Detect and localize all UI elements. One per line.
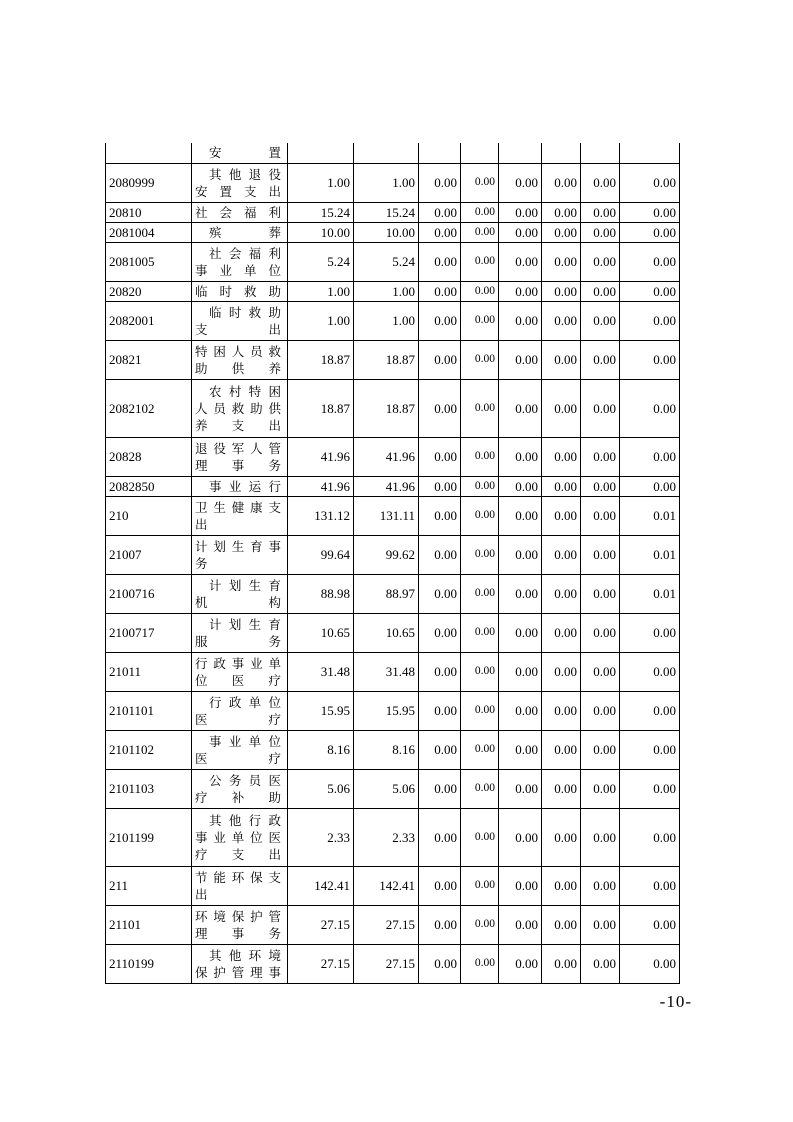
amount-cell	[581, 143, 620, 163]
subject-name-cell: 事业运行	[192, 476, 288, 496]
amount-cell: 0.00	[419, 613, 461, 652]
amount-cell: 0.00	[581, 574, 620, 613]
amount-cell: 31.48	[354, 652, 419, 691]
subject-code-cell: 20828	[106, 437, 192, 476]
amount-cell: 41.96	[354, 476, 419, 496]
amount-cell: 0.00	[542, 281, 581, 301]
amount-cell: 0.00	[461, 535, 499, 574]
subject-name-cell: 特困人员救助供养	[192, 340, 288, 379]
subject-name-cell: 退役军人管理事务	[192, 437, 288, 476]
amount-cell: 0.00	[419, 691, 461, 730]
amount-cell: 1.00	[354, 163, 419, 202]
table-row	[106, 730, 680, 769]
amount-cell: 0.01	[620, 496, 680, 535]
table-row	[106, 535, 680, 574]
amount-cell: 99.64	[288, 535, 354, 574]
amount-cell: 0.00	[620, 340, 680, 379]
amount-cell	[354, 143, 419, 163]
amount-cell: 18.87	[354, 379, 419, 437]
subject-name-cell: 卫生健康支出	[192, 496, 288, 535]
subject-name-cell: 社会福利	[192, 202, 288, 222]
amount-cell	[499, 143, 542, 163]
amount-cell: 0.00	[461, 652, 499, 691]
amount-cell: 0.00	[461, 301, 499, 340]
amount-cell: 0.01	[620, 535, 680, 574]
table-row	[106, 476, 680, 496]
amount-cell: 5.24	[354, 242, 419, 281]
amount-cell: 0.00	[419, 905, 461, 944]
amount-cell: 0.00	[620, 202, 680, 222]
amount-cell: 0.00	[620, 730, 680, 769]
subject-name-cell: 节能环保支出	[192, 866, 288, 905]
amount-cell: 0.00	[542, 866, 581, 905]
amount-cell: 0.00	[419, 476, 461, 496]
amount-cell: 0.00	[620, 163, 680, 202]
amount-cell: 0.00	[581, 944, 620, 983]
subject-name-cell: 事业单位医疗	[192, 730, 288, 769]
amount-cell: 15.95	[288, 691, 354, 730]
amount-cell: 88.97	[354, 574, 419, 613]
amount-cell: 0.01	[620, 574, 680, 613]
amount-cell: 0.00	[581, 301, 620, 340]
amount-cell: 0.00	[419, 340, 461, 379]
subject-code-cell: 211	[106, 866, 192, 905]
amount-cell: 0.00	[581, 496, 620, 535]
subject-code-cell: 2081004	[106, 222, 192, 242]
amount-cell: 10.65	[288, 613, 354, 652]
amount-cell: 0.00	[419, 944, 461, 983]
subject-name-cell: 社会福利事业单位	[192, 242, 288, 281]
amount-cell: 0.00	[461, 574, 499, 613]
amount-cell: 0.00	[499, 905, 542, 944]
amount-cell: 0.00	[581, 202, 620, 222]
amount-cell: 0.00	[542, 769, 581, 808]
amount-cell: 0.00	[499, 476, 542, 496]
amount-cell: 0.00	[419, 574, 461, 613]
table-row	[106, 301, 680, 340]
amount-cell: 0.00	[620, 437, 680, 476]
table-row	[106, 202, 680, 222]
amount-cell: 0.00	[620, 301, 680, 340]
amount-cell: 0.00	[542, 905, 581, 944]
amount-cell: 131.12	[288, 496, 354, 535]
amount-cell: 0.00	[499, 202, 542, 222]
amount-cell: 0.00	[620, 379, 680, 437]
subject-code-cell: 2110199	[106, 944, 192, 983]
amount-cell: 0.00	[419, 535, 461, 574]
amount-cell: 0.00	[419, 437, 461, 476]
amount-cell: 1.00	[354, 301, 419, 340]
subject-name-cell: 其他环境保护管理事	[192, 944, 288, 983]
amount-cell: 0.00	[581, 652, 620, 691]
table-row	[106, 905, 680, 944]
amount-cell: 5.06	[354, 769, 419, 808]
subject-name-cell: 计划生育事务	[192, 535, 288, 574]
subject-code-cell: 2100716	[106, 574, 192, 613]
amount-cell: 0.00	[581, 866, 620, 905]
amount-cell: 142.41	[288, 866, 354, 905]
subject-code-cell: 210	[106, 496, 192, 535]
subject-name-cell: 其他行政事业单位医疗支出	[192, 808, 288, 866]
amount-cell: 0.00	[461, 281, 499, 301]
page-number: -10-	[659, 992, 692, 1011]
amount-cell: 2.33	[288, 808, 354, 866]
amount-cell: 27.15	[288, 905, 354, 944]
amount-cell: 0.00	[419, 652, 461, 691]
amount-cell: 0.00	[461, 730, 499, 769]
amount-cell: 0.00	[581, 730, 620, 769]
amount-cell: 0.00	[542, 379, 581, 437]
table-row	[106, 769, 680, 808]
subject-code-cell: 2101101	[106, 691, 192, 730]
amount-cell: 0.00	[620, 652, 680, 691]
amount-cell: 0.00	[499, 437, 542, 476]
subject-code-cell: 2101103	[106, 769, 192, 808]
amount-cell: 8.16	[354, 730, 419, 769]
subject-code-cell: 2081005	[106, 242, 192, 281]
subject-code-cell: 2100717	[106, 613, 192, 652]
amount-cell	[542, 143, 581, 163]
amount-cell: 0.00	[542, 496, 581, 535]
amount-cell: 0.00	[499, 242, 542, 281]
amount-cell: 0.00	[542, 652, 581, 691]
subject-name-cell: 计划生育机构	[192, 574, 288, 613]
amount-cell: 0.00	[542, 476, 581, 496]
amount-cell: 0.00	[542, 222, 581, 242]
table-body	[106, 143, 680, 983]
amount-cell: 0.00	[419, 379, 461, 437]
amount-cell: 99.62	[354, 535, 419, 574]
amount-cell: 1.00	[288, 301, 354, 340]
amount-cell: 0.00	[461, 379, 499, 437]
subject-code-cell: 2082850	[106, 476, 192, 496]
subject-code-cell: 21101	[106, 905, 192, 944]
amount-cell: 0.00	[581, 281, 620, 301]
amount-cell: 1.00	[354, 281, 419, 301]
amount-cell: 8.16	[288, 730, 354, 769]
amount-cell	[461, 143, 499, 163]
table-row	[106, 866, 680, 905]
subject-code-cell: 2082102	[106, 379, 192, 437]
amount-cell: 0.00	[581, 340, 620, 379]
amount-cell: 0.00	[461, 202, 499, 222]
amount-cell: 0.00	[620, 944, 680, 983]
amount-cell: 0.00	[542, 535, 581, 574]
amount-cell: 0.00	[620, 866, 680, 905]
amount-cell: 0.00	[461, 340, 499, 379]
amount-cell: 0.00	[419, 242, 461, 281]
table-row	[106, 613, 680, 652]
amount-cell: 0.00	[620, 905, 680, 944]
subject-code-cell: 2101199	[106, 808, 192, 866]
amount-cell: 0.00	[461, 496, 499, 535]
amount-cell: 0.00	[581, 691, 620, 730]
amount-cell: 0.00	[419, 281, 461, 301]
table-row	[106, 242, 680, 281]
table-row	[106, 163, 680, 202]
subject-name-cell: 公务员医疗补助	[192, 769, 288, 808]
amount-cell: 0.00	[581, 808, 620, 866]
subject-name-cell: 安置	[192, 143, 288, 163]
amount-cell: 0.00	[499, 222, 542, 242]
subject-name-cell: 环境保护管理事务	[192, 905, 288, 944]
amount-cell: 0.00	[419, 496, 461, 535]
amount-cell: 0.00	[499, 301, 542, 340]
amount-cell: 0.00	[620, 476, 680, 496]
amount-cell: 0.00	[581, 437, 620, 476]
amount-cell: 0.00	[542, 163, 581, 202]
amount-cell: 15.95	[354, 691, 419, 730]
amount-cell	[288, 143, 354, 163]
amount-cell: 0.00	[499, 496, 542, 535]
amount-cell: 5.24	[288, 242, 354, 281]
amount-cell: 0.00	[419, 808, 461, 866]
amount-cell: 88.98	[288, 574, 354, 613]
amount-cell: 0.00	[461, 163, 499, 202]
amount-cell	[419, 143, 461, 163]
amount-cell: 0.00	[461, 613, 499, 652]
amount-cell: 0.00	[419, 202, 461, 222]
table-row	[106, 437, 680, 476]
amount-cell: 0.00	[542, 730, 581, 769]
subject-code-cell: 20821	[106, 340, 192, 379]
subject-name-cell: 殡葬	[192, 222, 288, 242]
amount-cell: 0.00	[419, 222, 461, 242]
amount-cell: 0.00	[461, 222, 499, 242]
subject-code-cell	[106, 143, 192, 163]
amount-cell: 0.00	[499, 574, 542, 613]
amount-cell: 0.00	[542, 808, 581, 866]
subject-code-cell: 21011	[106, 652, 192, 691]
amount-cell: 41.96	[288, 476, 354, 496]
amount-cell: 27.15	[354, 905, 419, 944]
amount-cell: 0.00	[499, 808, 542, 866]
amount-cell: 0.00	[542, 574, 581, 613]
table-row	[106, 652, 680, 691]
table-row	[106, 574, 680, 613]
amount-cell: 0.00	[499, 691, 542, 730]
amount-cell: 0.00	[542, 437, 581, 476]
amount-cell: 0.00	[542, 301, 581, 340]
amount-cell: 0.00	[499, 730, 542, 769]
amount-cell: 0.00	[581, 242, 620, 281]
amount-cell: 10.65	[354, 613, 419, 652]
amount-cell: 0.00	[461, 476, 499, 496]
amount-cell: 0.00	[461, 242, 499, 281]
subject-code-cell: 2082001	[106, 301, 192, 340]
amount-cell: 0.00	[620, 769, 680, 808]
amount-cell: 10.00	[354, 222, 419, 242]
amount-cell: 15.24	[354, 202, 419, 222]
amount-cell: 0.00	[542, 691, 581, 730]
amount-cell: 0.00	[461, 905, 499, 944]
amount-cell: 0.00	[581, 535, 620, 574]
amount-cell: 0.00	[620, 281, 680, 301]
table-row	[106, 808, 680, 866]
subject-name-cell: 其他退役安置支出	[192, 163, 288, 202]
amount-cell: 0.00	[542, 613, 581, 652]
subject-code-cell: 2101102	[106, 730, 192, 769]
amount-cell: 10.00	[288, 222, 354, 242]
subject-name-cell: 临时救助	[192, 281, 288, 301]
amount-cell: 0.00	[581, 222, 620, 242]
subject-name-cell: 临时救助支出	[192, 301, 288, 340]
table-row	[106, 340, 680, 379]
amount-cell: 0.00	[581, 476, 620, 496]
table-row	[106, 143, 680, 163]
amount-cell: 0.00	[581, 613, 620, 652]
subject-name-cell: 农村特困人员救助供养支出	[192, 379, 288, 437]
amount-cell: 0.00	[581, 379, 620, 437]
amount-cell: 27.15	[288, 944, 354, 983]
amount-cell: 0.00	[499, 769, 542, 808]
amount-cell: 0.00	[620, 691, 680, 730]
subject-code-cell: 20810	[106, 202, 192, 222]
table-row	[106, 691, 680, 730]
amount-cell: 41.96	[354, 437, 419, 476]
amount-cell: 0.00	[499, 379, 542, 437]
table-row	[106, 379, 680, 437]
amount-cell: 0.00	[461, 769, 499, 808]
amount-cell: 1.00	[288, 281, 354, 301]
amount-cell	[620, 143, 680, 163]
amount-cell: 0.00	[499, 163, 542, 202]
amount-cell: 0.00	[542, 202, 581, 222]
amount-cell: 0.00	[581, 905, 620, 944]
amount-cell: 0.00	[581, 163, 620, 202]
subject-name-cell: 行政单位医疗	[192, 691, 288, 730]
table-row	[106, 281, 680, 301]
amount-cell: 27.15	[354, 944, 419, 983]
amount-cell: 18.87	[288, 379, 354, 437]
amount-cell: 0.00	[499, 866, 542, 905]
budget-table	[105, 143, 680, 984]
amount-cell: 0.00	[419, 301, 461, 340]
amount-cell: 0.00	[620, 613, 680, 652]
amount-cell: 0.00	[461, 691, 499, 730]
amount-cell: 0.00	[620, 242, 680, 281]
amount-cell: 0.00	[461, 437, 499, 476]
amount-cell: 0.00	[542, 242, 581, 281]
amount-cell: 15.24	[288, 202, 354, 222]
amount-cell: 1.00	[288, 163, 354, 202]
amount-cell: 131.11	[354, 496, 419, 535]
amount-cell: 0.00	[499, 944, 542, 983]
amount-cell: 0.00	[461, 866, 499, 905]
amount-cell: 0.00	[620, 222, 680, 242]
table-row	[106, 222, 680, 242]
amount-cell: 0.00	[499, 535, 542, 574]
amount-cell: 0.00	[542, 944, 581, 983]
subject-code-cell: 20820	[106, 281, 192, 301]
amount-cell: 2.33	[354, 808, 419, 866]
amount-cell: 0.00	[419, 730, 461, 769]
subject-code-cell: 2080999	[106, 163, 192, 202]
subject-code-cell: 21007	[106, 535, 192, 574]
amount-cell: 18.87	[354, 340, 419, 379]
amount-cell: 0.00	[499, 652, 542, 691]
amount-cell: 0.00	[499, 340, 542, 379]
amount-cell: 18.87	[288, 340, 354, 379]
amount-cell: 31.48	[288, 652, 354, 691]
amount-cell: 41.96	[288, 437, 354, 476]
table-row	[106, 496, 680, 535]
amount-cell: 0.00	[461, 944, 499, 983]
amount-cell: 0.00	[419, 866, 461, 905]
amount-cell: 5.06	[288, 769, 354, 808]
amount-cell: 0.00	[499, 281, 542, 301]
subject-name-cell: 计划生育服务	[192, 613, 288, 652]
amount-cell: 0.00	[542, 340, 581, 379]
amount-cell: 142.41	[354, 866, 419, 905]
amount-cell: 0.00	[419, 769, 461, 808]
amount-cell: 0.00	[419, 163, 461, 202]
amount-cell: 0.00	[620, 808, 680, 866]
table-row	[106, 944, 680, 983]
amount-cell: 0.00	[461, 808, 499, 866]
subject-name-cell: 行政事业单位医疗	[192, 652, 288, 691]
amount-cell: 0.00	[499, 613, 542, 652]
amount-cell: 0.00	[581, 769, 620, 808]
